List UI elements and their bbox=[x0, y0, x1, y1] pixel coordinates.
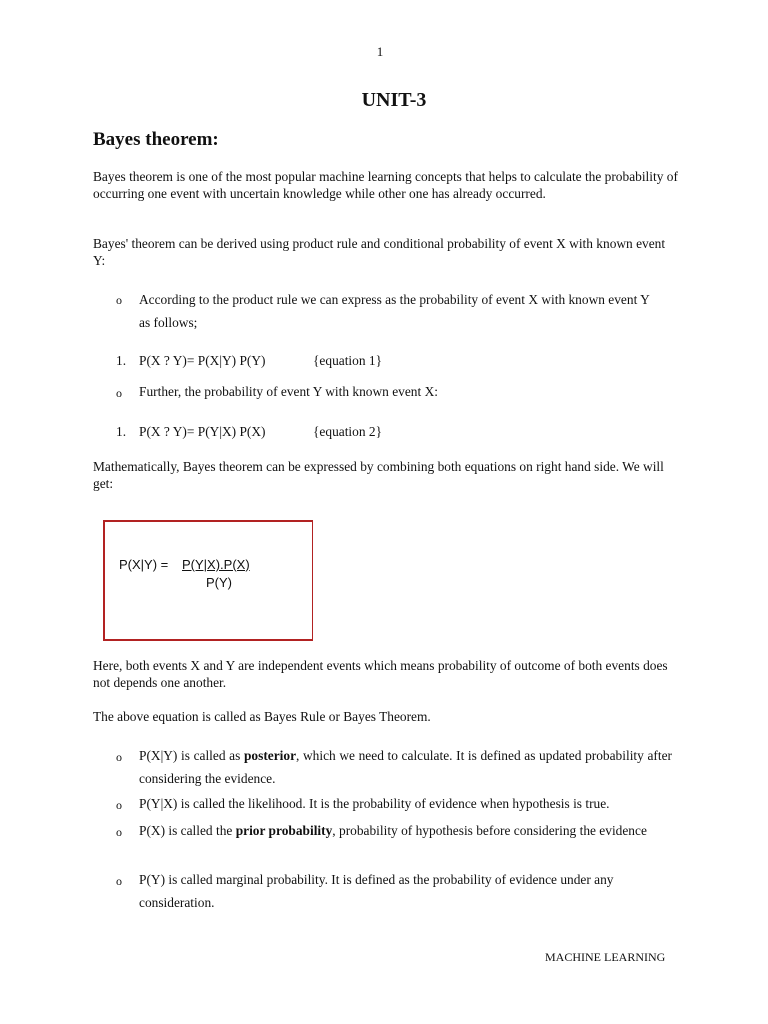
prior-bullet bbox=[139, 819, 674, 842]
equation-1-expression: P(X ? Y)= P(X|Y) P(Y) bbox=[139, 353, 266, 368]
likelihood-bullet: P(Y|X) is called the likelihood. It is the probability of evidence when hypothesis is true. bbox=[139, 796, 610, 811]
intro-paragraph: Bayes theorem is one of the most popular machine learning concepts that helps to calculate the probability of occurring one event with uncertain knowledge while other one has already occurred. bbox=[93, 169, 678, 201]
product-rule-bullet: According to the product rule we can express as the probability of event X with known event Y as follows; bbox=[139, 292, 650, 330]
equation-2-expression: P(X ? Y)= P(Y|X) P(X) bbox=[139, 424, 266, 439]
equation-1-tag: {equation 1} bbox=[313, 353, 383, 368]
prior-term: prior probability bbox=[235, 823, 333, 838]
posterior-term: posterior bbox=[243, 748, 297, 763]
unit-title: UNIT-3 bbox=[361, 89, 427, 111]
likelihood-intro-bullet: Further, the probability of event Y with known event X: bbox=[139, 384, 438, 399]
bayes-formula-box bbox=[103, 520, 313, 641]
bayes-rule-paragraph: The above equation is called as Bayes Rule or Bayes Theorem. bbox=[93, 709, 431, 724]
posterior-post: , which we need to calculate. It is defined as updated probability after considering the evidence. bbox=[139, 748, 672, 786]
combine-paragraph: Mathematically, Bayes theorem can be expressed by combining both equations on right hand side. We will get: bbox=[93, 459, 664, 491]
equation-2-tag: {equation 2} bbox=[313, 424, 383, 439]
formula-denominator: P(Y) bbox=[206, 575, 232, 590]
posterior-pre: P(X|Y) is called as bbox=[139, 748, 244, 763]
independence-paragraph: Here, both events X and Y are independent events which means probability of outcome of both events does not depends one another. bbox=[93, 658, 668, 690]
equation-1-number: 1. bbox=[116, 353, 127, 368]
bullet-marker: o bbox=[116, 798, 122, 812]
posterior-bullet bbox=[139, 744, 672, 790]
bullet-marker: o bbox=[116, 825, 122, 839]
equation-2-number: 1. bbox=[116, 424, 127, 439]
bullet-marker: o bbox=[116, 386, 122, 400]
prior-pre: P(X) is called the bbox=[139, 823, 236, 838]
equation-2 bbox=[139, 424, 382, 440]
bullet-marker: o bbox=[116, 750, 122, 764]
page-number: 1 bbox=[376, 44, 384, 59]
section-title: Bayes theorem: bbox=[93, 129, 219, 150]
prior-post: , probability of hypothesis before considering the evidence bbox=[332, 823, 647, 838]
bullet-marker: o bbox=[116, 874, 122, 888]
equation-1 bbox=[139, 353, 382, 369]
bullet-marker: o bbox=[116, 293, 122, 307]
page-footer: MACHINE LEARNING bbox=[545, 950, 666, 964]
derivation-intro-paragraph: Bayes' theorem can be derived using product rule and conditional probability of event X with known event Y: bbox=[93, 236, 666, 268]
formula-numerator: P(Y|X).P(X) bbox=[182, 557, 250, 572]
formula-lhs: P(X|Y) = bbox=[119, 557, 172, 572]
marginal-bullet: P(Y) is called marginal probability. It is defined as the probability of evidence under any consideration. bbox=[139, 872, 614, 910]
